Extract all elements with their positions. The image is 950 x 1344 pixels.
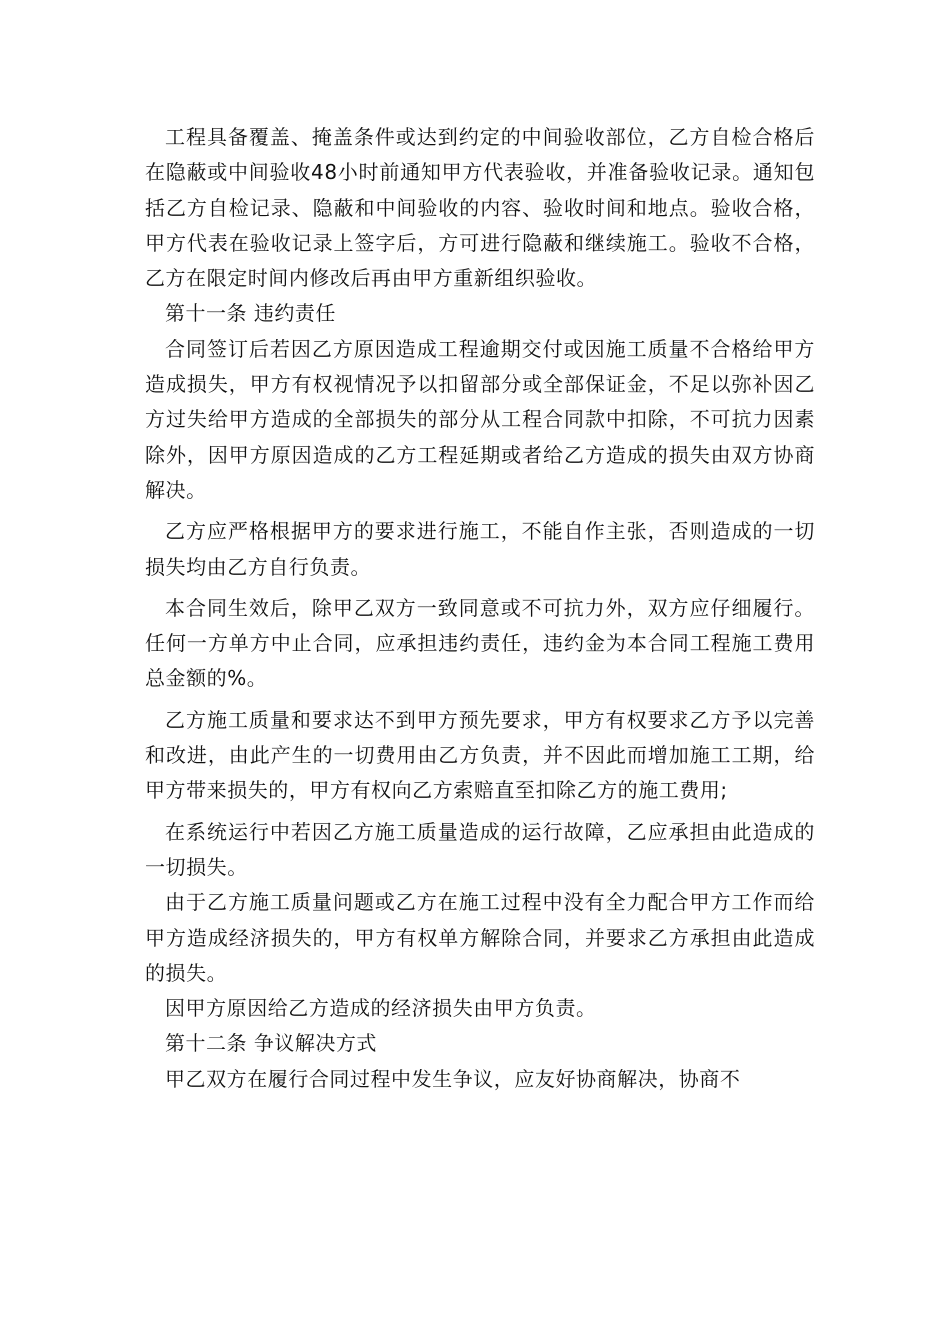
paragraph-breach-3: 本合同生效后，除甲乙双方一致同意或不可抗力外，双方应仔细履行。任何一方单方中止合同，应承担违约责任，违约金为本合同工程施工费用总金额的%。 <box>145 595 815 691</box>
document-body <box>145 120 815 1097</box>
paragraph-breach-5: 在系统运行中若因乙方施工质量造成的运行故障，乙应承担由此造成的一切损失。 <box>145 819 815 879</box>
section-heading-11: 第十一条 违约责任 <box>165 301 336 326</box>
paragraph-dispute: 甲乙双方在履行合同过程中发生争议，应友好协商解决，协商不 <box>165 1066 741 1091</box>
paragraph-inspection: 工程具备覆盖、掩盖条件或达到约定的中间验收部位，乙方自检合格后在隐蔽或中间验收48小时前通知甲方代表验收，并准备验收记录。通知包括乙方自检记录、隐蔽和中间验收的内容、验收时间和地点。验收合格，甲方代表在验收记录上签字后，方可进行隐蔽和继续施工。验收不合格，乙方在限定时间内修改后再由甲方重新组织验收。 <box>145 125 815 291</box>
paragraph-breach-4: 乙方施工质量和要求达不到甲方预先要求，甲方有权要求乙方予以完善和改进，由此产生的一切费用由乙方负责，并不因此而增加施工工期，给甲方带来损失的，甲方有权向乙方索赔直至扣除乙方的施工费用; <box>145 707 815 803</box>
paragraph-breach-7: 因甲方原因给乙方造成的经济损失由甲方负责。 <box>165 996 597 1021</box>
section-heading-12: 第十二条 争议解决方式 <box>165 1031 377 1056</box>
paragraph-breach-2: 乙方应严格根据甲方的要求进行施工，不能自作主张，否则造成的一切损失均由乙方自行负责。 <box>145 519 815 579</box>
paragraph-breach-6: 由于乙方施工质量问题或乙方在施工过程中没有全力配合甲方工作而给甲方造成经济损失的，甲方有权单方解除合同，并要求乙方承担由此造成的损失。 <box>145 890 815 985</box>
paragraph-breach-1: 合同签订后若因乙方原因造成工程逾期交付或因施工质量不合格给甲方造成损失，甲方有权视情况予以扣留部分或全部保证金，不足以弥补因乙方过失给甲方造成的全部损失的部分从工程合同款中扣除，不可抗力因素除外，因甲方原因造成的乙方工程延期或者给乙方造成的损失由双方协商解决。 <box>145 336 815 502</box>
